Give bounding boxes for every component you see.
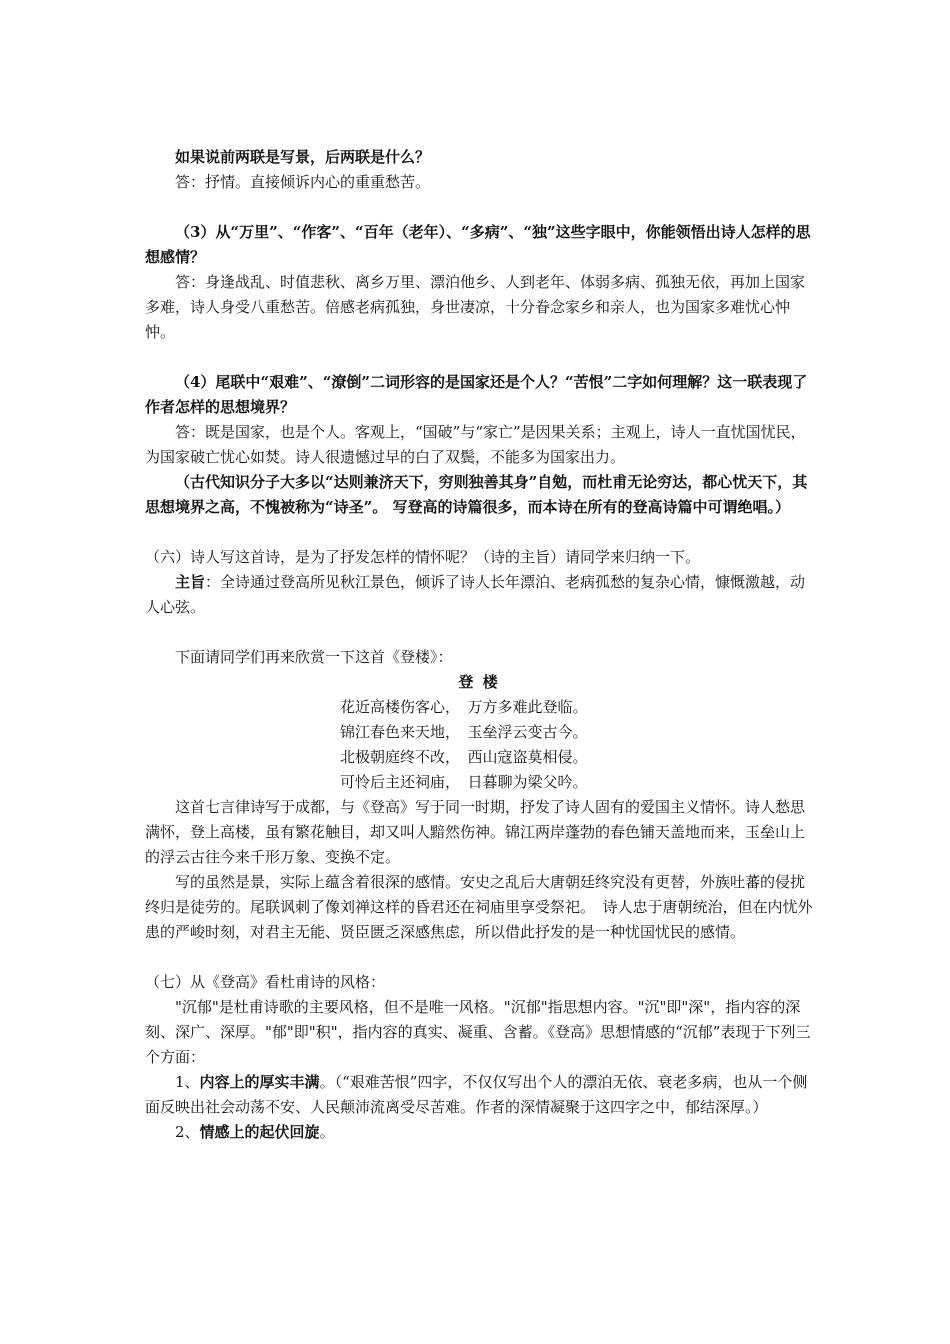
answer-1: 答：抒情。直接倾诉内心的重重愁苦。: [175, 173, 431, 191]
poem-analysis-1: 这首七言律诗写于成都，与《登高》写于同一时期，抒发了诗人固有的爱国主义情怀。诗人愁思满怀，登上高楼，虽有繁花触目，却又叫人黯然伤神。锦江两岸蓬勃的春色铺天盖地而来，玉垒山上的浮云古往今来千形万象、变换不定。: [145, 798, 806, 866]
item-heading: 情感上的起伏回旋: [199, 1123, 320, 1141]
spacer: [145, 520, 813, 545]
spacer: [145, 945, 813, 970]
section-6-heading: （六）诗人写这首诗，是为了抒发怎样的情怀呢？（诗的主旨）请同学来归纳一下。: [145, 548, 701, 566]
style-paragraph: "沉郁"是杜甫诗歌的主要风格，但不是唯一风格。"沉郁"指思想内容。"沉"即"深"，指内容的深刻、深广、深厚。"郁"即"积"，指内容的真实、凝重、含蓄。《登高》思想情感的“沉郁”表现于下列三个方面：: [145, 998, 811, 1066]
poem-line: 可怜后主还祠庙， 日暮聊为梁父吟。: [340, 773, 588, 791]
answer-4: 答：既是国家，也是个人。客观上，“国破”与“家亡”是因果关系；主观上，诗人一直忧国忧民，为国家破亡忧心如焚。诗人很遗憾过早的白了双鬓，不能多为国家出力。: [145, 423, 806, 466]
theme-paragraph: [145, 570, 813, 620]
item-heading: 内容上的厚实丰满: [199, 1073, 320, 1091]
spacer: [145, 195, 813, 220]
poem-title: 登 楼: [458, 673, 500, 691]
question-4: （4）尾联中“艰难”、“潦倒”二词形容的是国家还是个人？“苦恨”二字如何理解？这一联表现了作者怎样的思想境界？: [145, 373, 808, 416]
spacer: [145, 620, 813, 645]
note-4: （古代知识分子大多以“达则兼济天下，穷则独善其身”自勉，而杜甫无论穷达，都心忧天下，其思想境界之高，不愧被称为“诗圣”。 写登高的诗篇很多，而本诗在所有的登高诗篇中可谓绝唱。）: [145, 473, 808, 516]
item-text: 。: [319, 1123, 335, 1141]
item-number: 1、: [175, 1073, 200, 1091]
style-item-1: [145, 1070, 813, 1120]
answer-3: 答：身逢战乱、时值悲秋、离乡万里、漂泊他乡、人到老年、体弱多病、孤独无依，再加上国家多难，诗人身受八重愁苦。倍感老病孤独，身世凄凉，十分眷念家乡和亲人，也为国家多难忧心忡忡。: [145, 273, 806, 341]
poem-line: 北极朝庭终不改， 西山寇盗莫相侵。: [340, 748, 588, 766]
style-item-2: [145, 1120, 813, 1145]
poem-line: 锦江春色来天地， 玉垒浮云变古今。: [340, 723, 588, 741]
item-text: 。（“艰难苦恨”四字，不仅仅写出个人的漂泊无依、衰老多病，也从一个侧面反映出社会动荡不安、人民颠沛流离受尽苦难。作者的深情凝聚于这四字之中，郁结深厚。）: [145, 1073, 808, 1116]
question-1: 如果说前两联是写景，后两联是什么？: [175, 148, 431, 166]
poem-line: 花近高楼伤客心， 万方多难此登临。: [340, 698, 588, 716]
document-body: [145, 145, 813, 1145]
spacer: [145, 345, 813, 370]
theme-text: ：全诗通过登高所见秋江景色，倾诉了诗人长年漂泊、老病孤愁的复杂心情，慷慨激越，动人心弦。: [145, 573, 806, 616]
theme-label: 主旨: [175, 573, 206, 591]
poem-analysis-2: 写的虽然是景，实际上蕴含着很深的感情。安史之乱后大唐朝廷终究没有更替，外族吐蕃的侵扰终归是徒劳的。尾联讽刺了像刘禅这样的昏君还在祠庙里享受祭祀。 诗人忠于唐朝统治，但在内忧外患的严峻时刻，对君主无能、贤臣匮乏深感焦虑，所以借此抒发的是一种忧国忧民的感情。: [145, 873, 813, 941]
section-7-heading: （七）从《登高》看杜甫诗的风格：: [145, 973, 386, 991]
item-number: 2、: [175, 1123, 200, 1141]
question-3: （3）从“万里”、“作客”、“百年（老年）、“多病”、“独”这些字眼中，你能领悟出诗人怎样的思想感情？: [145, 223, 811, 266]
poem-intro: 下面请同学们再来欣赏一下这首《登楼》：: [175, 648, 453, 666]
